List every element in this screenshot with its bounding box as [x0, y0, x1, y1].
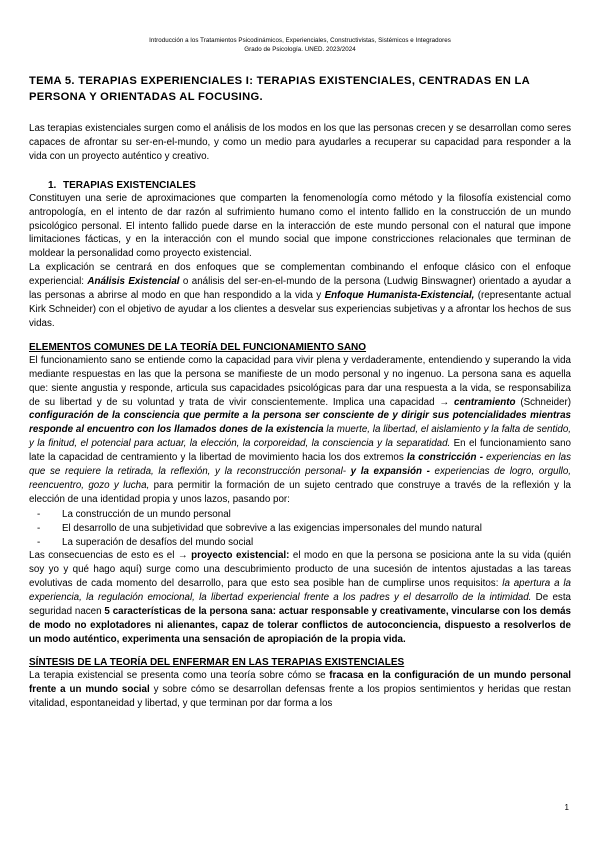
text-run: el modo en que la persona se posiciona ante la su vida (quién soy yo y qué hago aquí) surge como una descubrimiento producto de una sucesión de intentos ajustadas a las tareas evolutivas de cada momento del desarrollo, para que esto sea posible han de cumplirse unos requisitos:	[29, 550, 572, 590]
text-run: El funcionamiento sano se entiende como la capacidad para vivir plena y verdaderamente, entendiendo y superando la vida mediante respuestas en las que la persona se manifieste de un modo personal y no ingenuo. La persona sana es aquella que: siente angustia y responde, articula sus capacidades psicológicas para dar una respuesta a la vida, se responsabiliza de su libertad y de su voluntad y trata de vivir conscientemente. Implica una capacidad →	[29, 354, 571, 408]
text-run: o análisis del ser-en-el-mundo de la persona (Ludwig Binswagner) orientado a ayudar a las personas a abrirse al modo en que han respondido a la vida y	[29, 276, 571, 302]
healthy-person-characteristics: 5 características de la persona sana: actuar responsable y creativamente, vincularse con los demás de modo no explotadores ni alienantes, capaz de tolerar conflictos de autoconciencia, dispuesto a resolverlos de un modo auténtico, experimenta una sensación de apropiación de la propia vida.	[29, 606, 571, 645]
term-centramiento: centramiento	[454, 396, 516, 408]
header-degree-year: Grado de Psicología. UNED. 2023/2024	[244, 46, 356, 53]
term-enfoque-humanista: Enfoque Humanista-Existencial,	[324, 290, 475, 302]
italic-run: la muerte, la libertad, el aislamiento y la falta de sentido, y la finitud, el potencial para actuar, la elección, la corporeidad, la consciencia y la separatidad.	[29, 424, 572, 450]
existential-paragraph-1: Constituyen una serie de aproximaciones que comparten la fenomenología como método y la filosofía existencial como antropología, en el intento de dar razón al sufrimiento humano como el intento fallido en la construcción de un mundo psicológico personal. El intento fallido puede darse en la interacción de este mundo personal con el natural que impone limitaciones fácticas, y en la interacción con el mundo social que impone constricciones relacionales que terminan de moldear la personalidad como proyecto existencial.	[29, 192, 571, 260]
list-item: - La superación de desafíos del mundo social	[29, 536, 571, 550]
text-run: para permitir la formación de un sujeto centrado que construye a través de la reflexión y la elección de una identidad propia y unos lazos, pasando por:	[29, 479, 572, 505]
bold-run: fracasa en la configuración de un mundo personal frente a un mundo social	[29, 669, 571, 695]
section-number: 1.	[48, 179, 57, 191]
text-run: La explicación se centrará en dos enfoques que se complementan combinando el enfoque clásico con el enfoque experiencial:	[29, 262, 571, 288]
term-proyecto-existencial: proyecto existencial:	[191, 550, 290, 562]
healthy-functioning-paragraph	[29, 354, 571, 507]
definition-centramiento: configuración de la consciencia que permite a la persona ser consciente de y dirigir sus potencialidades mientras responde al encuentro con los llamados dones de la existencia	[29, 410, 571, 436]
section-existential-heading	[29, 179, 571, 192]
page-number: 1	[564, 803, 569, 812]
term-expansion: y la expansión -	[346, 466, 430, 478]
text-run: y sobre cómo se desarrollan defensas frente a los propios sentimientos y heridas que restan vitalidad, espontaneidad y libertad, y que terminan por dar forma a los	[29, 683, 571, 709]
text-run: De esta seguridad nacen	[29, 592, 571, 618]
list-item: - El desarrollo de una subjetividad que sobrevive a las exigencias impersonales del mundo natural	[29, 522, 571, 536]
existential-paragraph-2	[29, 261, 571, 331]
italic-run: experiencias de logro, orgullo, reencuentro, gozo y lucha,	[29, 466, 571, 491]
list-item: - La construcción de un mundo personal	[29, 508, 571, 522]
existential-project-paragraph	[29, 549, 571, 646]
italic-run: experiencias en las que se requiere la retirada, la reflexión, y la reconstrucción personal-	[29, 452, 571, 478]
text-run: En el funcionamiento sano late la capacidad de centramiento y la libertad de movimiento hacia los dos extremos	[29, 438, 571, 464]
page-title: TEMA 5. TERAPIAS EXPERIENCIALES I: TERAPIAS EXISTENCIALES, CENTRADAS EN LA PERSONA Y ORIENTADAS AL FOCUSING.	[29, 75, 530, 103]
list-healthy-steps	[29, 508, 571, 550]
intro-paragraph: Las terapias existenciales surgen como el análisis de los modos en los que las personas crecen y se desarrollan como seres capaces de afrontar su ser-en-el-mundo, y como un medio para ayudarles a recuperar su capacidad para responder a la vida con un proyecto auténtico y creativo.	[29, 123, 571, 162]
italic-run: la apertura a la experiencia, la regulación emocional, la libertad experiencial frente a los padres y el desarrollo de la intimidad.	[29, 578, 571, 604]
text-run: La terapia existencial se presenta como una teoría sobre cómo se	[29, 669, 330, 681]
running-header	[29, 0, 571, 54]
text-run: (Schneider)	[515, 396, 571, 408]
section-heading-text: TERAPIAS EXISTENCIALES	[63, 179, 196, 191]
section-illness-theory-heading: SÍNTESIS DE LA TEORÍA DEL ENFERMAR EN LAS TERAPIAS EXISTENCIALES	[29, 656, 405, 668]
term-constriccion: la constricción -	[406, 452, 483, 464]
header-course-title: Introducción a los Tratamientos Psicodinámicos, Experienciales, Constructivistas, Sistémicos e Integradores	[149, 37, 451, 44]
text-run: Las consecuencias de esto es el →	[29, 550, 192, 562]
illness-theory-paragraph	[29, 669, 571, 711]
text-run: (representante actual Kirk Schneider) con el objetivo de ayudar a los clientes a desvelar sus experiencias subjetivas y a afrontar los hechos de sus vidas.	[29, 290, 572, 329]
term-analisis-existencial: Análisis Existencial	[87, 276, 180, 288]
section-healthy-functioning-heading: ELEMENTOS COMUNES DE LA TEORÍA DEL FUNCIONAMIENTO SANO	[29, 341, 367, 353]
